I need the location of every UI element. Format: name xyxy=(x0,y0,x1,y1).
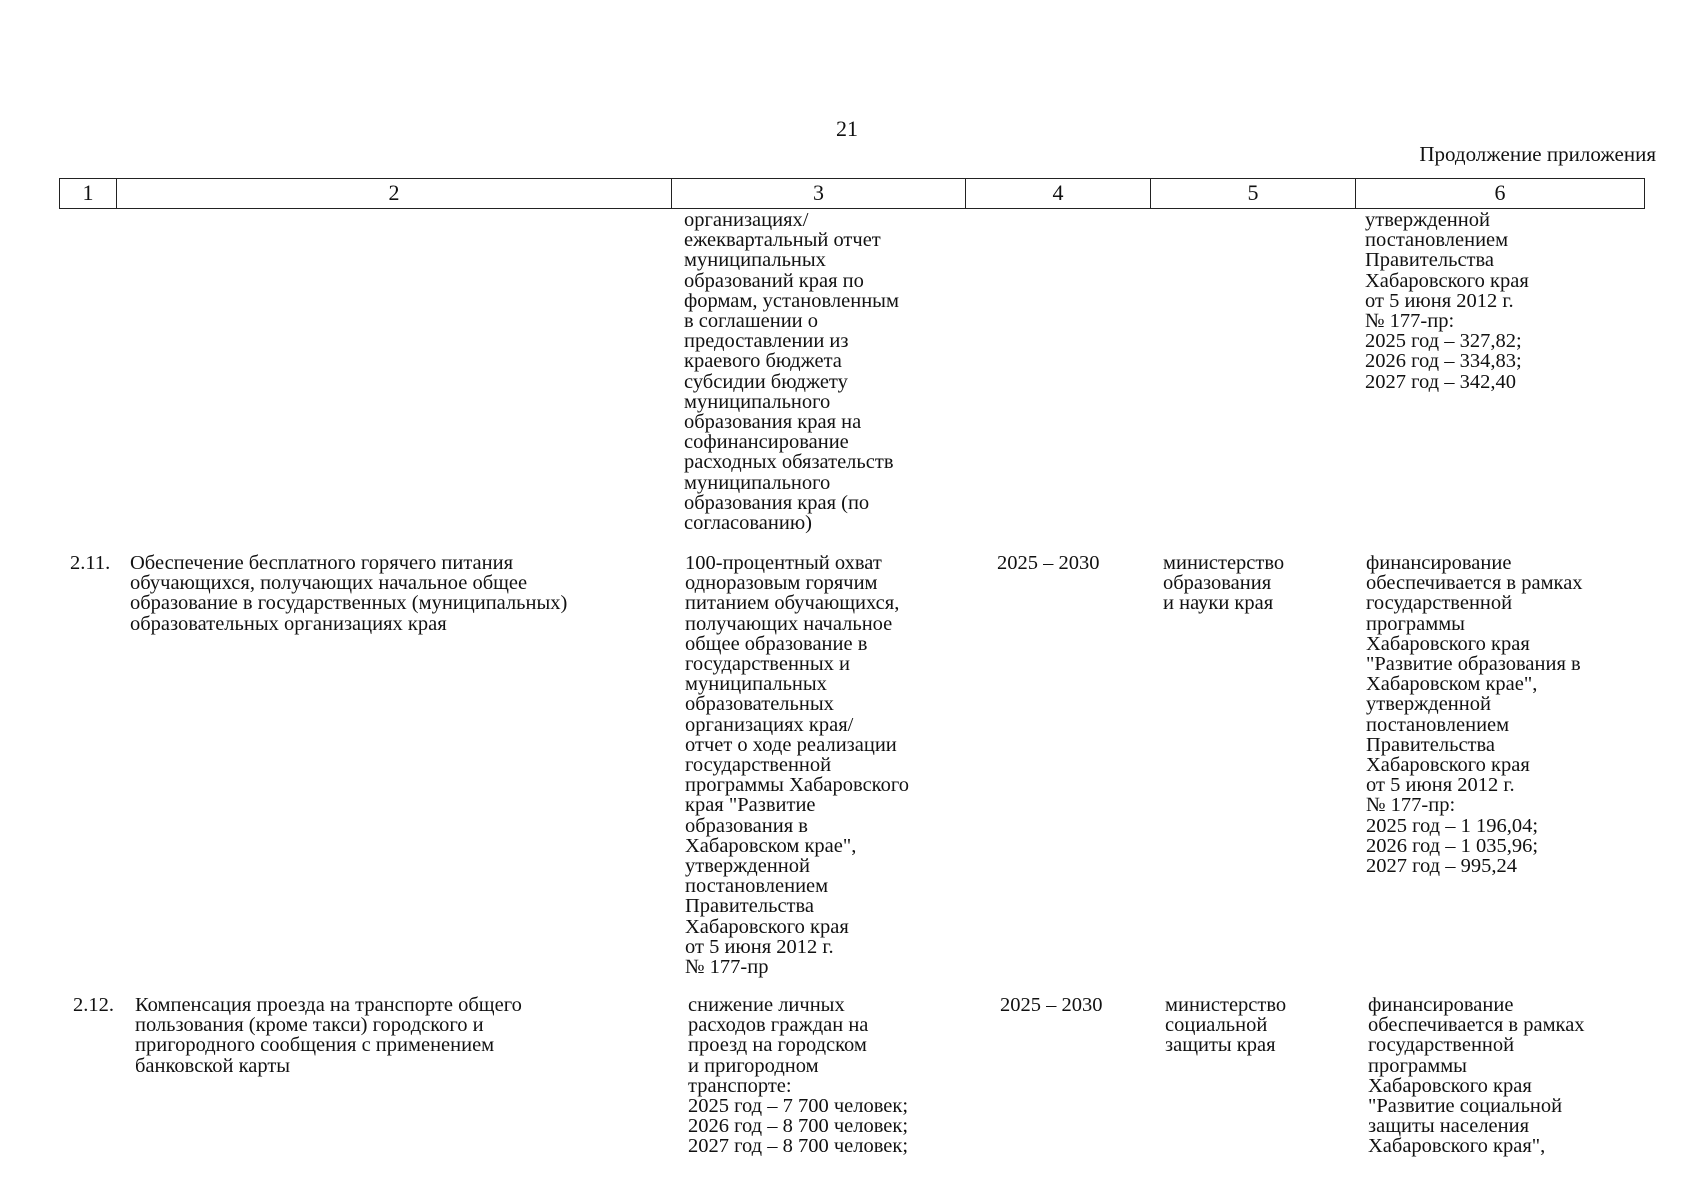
column-header-4: 4 xyxy=(966,179,1151,208)
row-2-12-measure: Компенсация проезда на транспорте общего пользования (кроме такси) городского и пригородного сообщения с применением банковской карты xyxy=(135,994,522,1077)
row-2-11-executor: министерство образования и науки края xyxy=(1163,552,1285,615)
column-header-1: 1 xyxy=(60,179,117,208)
column-header-5: 5 xyxy=(1151,179,1356,208)
row-2-12-result: снижение личных расходов граждан на проезд на городском и пригородном транспорте: 2025 год – 7 700 человек; 2026 год – 8 700 человек; 2027 год – 8 700 человек; xyxy=(688,994,909,1158)
row-number-2-11: 2.11. xyxy=(70,552,111,574)
row-2-12-period: 2025 – 2030 xyxy=(1000,994,1103,1016)
continuation-label: Продолжение приложения xyxy=(1419,142,1656,166)
cont-row-col6: утвержденной постановлением Правительства Хабаровского края от 5 июня 2012 г. № 177-пр: 2025 год – 327,82; 2026 год – 334,83; 2027 год – 342,40 xyxy=(1365,209,1529,393)
row-number-2-12: 2.12. xyxy=(73,994,114,1016)
column-header-2: 2 xyxy=(117,179,672,208)
row-2-11-financing: финансирование обеспечивается в рамках государственной программы Хабаровского края "Развитие образования в Хабаровском крае", утвержденной постановлением Правительства Хабаровского края от 5 июня 2012 г. № 177-пр: 2025 год – 1 196,04; 2026 год – 1 035,96; 2027 год – 995,24 xyxy=(1366,552,1583,878)
column-header-3: 3 xyxy=(672,179,966,208)
row-2-11-result: 100-процентный охват одноразовым горячим питанием обучающихся, получающих начальное общее образование в государственных и муниципальных образовательных организациях края/ отчет о ходе реализации государственной программы Хабаровского края "Развитие образования в Хабаровском крае", утвержденной постановлением Правительства Хабаровского края от 5 июня 2012 г. № 177-пр xyxy=(685,552,909,979)
row-2-11-period: 2025 – 2030 xyxy=(997,552,1100,574)
row-2-12-executor: министерство социальной защиты края xyxy=(1165,994,1287,1057)
page-number: 21 xyxy=(836,116,858,141)
row-2-11-measure: Обеспечение бесплатного горячего питания обучающихся, получающих начальное общее образование в государственных (муниципальных) образовательных организациях края xyxy=(130,552,568,635)
column-header-6: 6 xyxy=(1494,180,1506,205)
cont-row-col3: организациях/ ежеквартальный отчет муниципальных образований края по формам, установленным в соглашении о предоставлении из краевого бюджета субсидии бюджету муниципального образования края на софинансирование расходных обязательств муниципального образования края (по согласованию) xyxy=(684,209,899,535)
table-header xyxy=(59,178,1645,209)
row-2-12-financing: финансирование обеспечивается в рамках государственной программы Хабаровского края "Развитие социальной защиты населения Хабаровского края", xyxy=(1368,994,1585,1158)
